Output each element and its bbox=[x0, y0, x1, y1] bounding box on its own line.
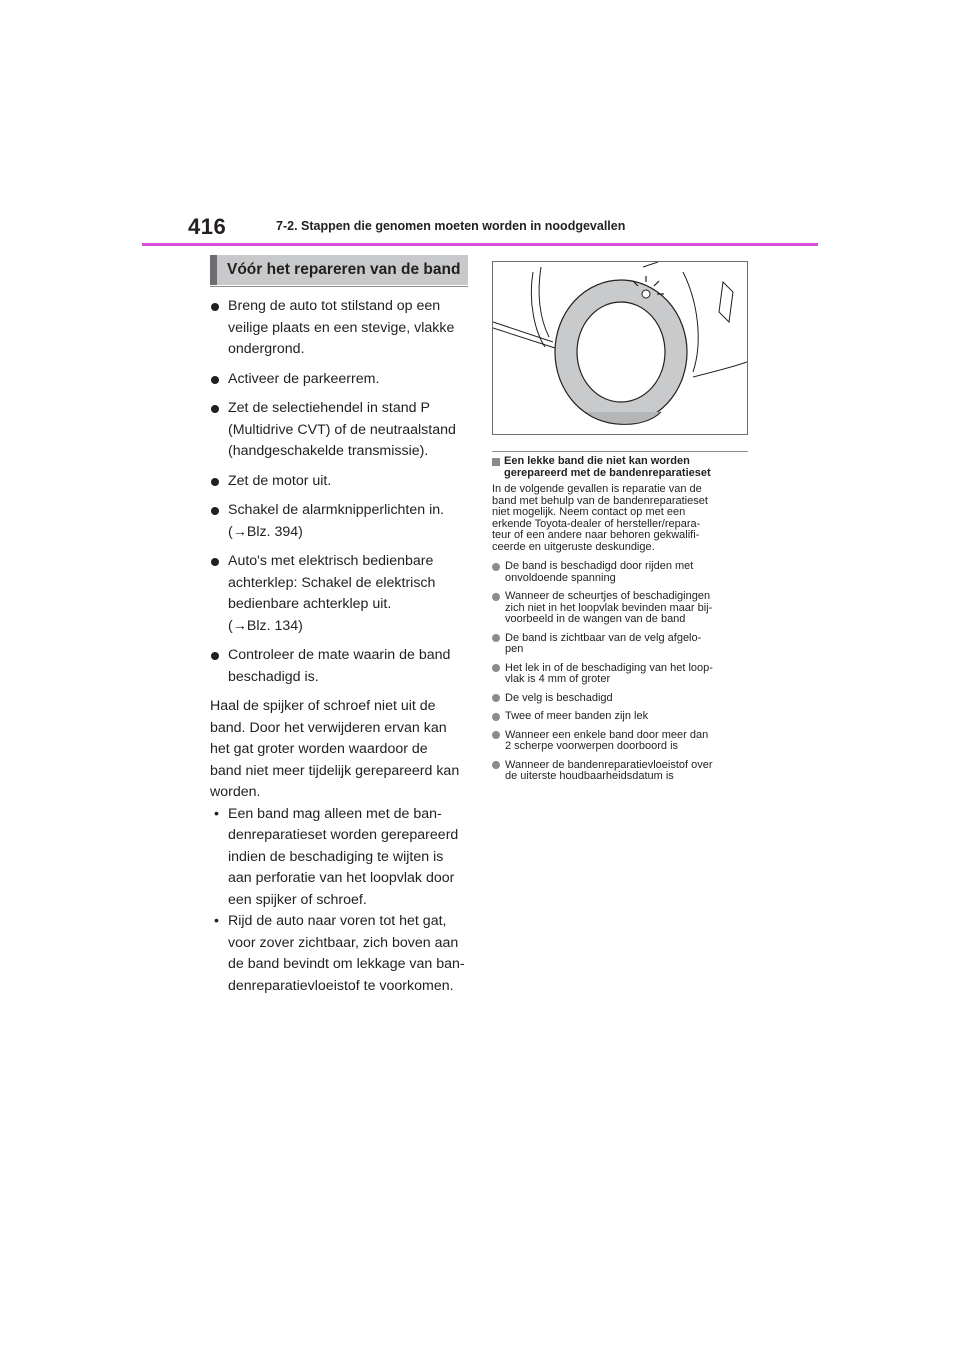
text-line: Wanneer de bandenreparatievloeistof over bbox=[505, 758, 713, 771]
sub-item bbox=[210, 804, 468, 912]
figure-rule bbox=[492, 451, 748, 452]
text-line: voorbeeld in de wangen van de band bbox=[505, 613, 686, 625]
sub-bullet-icon: • bbox=[214, 805, 219, 822]
case-item bbox=[492, 633, 750, 656]
sub-bullet-icon: • bbox=[214, 913, 219, 929]
text-line: Breng de auto tot stilstand op een bbox=[228, 298, 441, 314]
text-line: voor zover zichtbaar, zich boven aan bbox=[228, 934, 459, 951]
bullet-dot-icon bbox=[211, 405, 219, 413]
bullet-dot-icon bbox=[211, 558, 219, 566]
text-line: denreparatieset worden gerepareerd bbox=[228, 827, 459, 843]
text-line: erkende Toyota-dealer of hersteller/repara- bbox=[492, 517, 701, 530]
bullet-item bbox=[210, 645, 468, 688]
text-line: (Multidrive CVT) of de neutraalstand bbox=[228, 421, 456, 438]
gray-bullet-icon bbox=[492, 761, 500, 769]
text-line: Wanneer een enkele band door meer dan bbox=[505, 728, 709, 741]
text-line: Wanneer de scheurtjes of beschadigingen bbox=[505, 590, 711, 602]
warning-paragraph bbox=[210, 696, 468, 804]
text-line: ondergrond. bbox=[228, 341, 305, 357]
text-line: de band bevindt om lekkage van ban- bbox=[228, 956, 465, 972]
case-item bbox=[492, 693, 750, 705]
left-column bbox=[210, 296, 468, 997]
case-item bbox=[492, 711, 750, 723]
bullet-item bbox=[210, 471, 468, 493]
text-line: onvoldoende spanning bbox=[505, 571, 616, 584]
text-line: pen bbox=[505, 643, 524, 655]
bullet-list bbox=[210, 296, 468, 688]
section-title: 7-2. Stappen die genomen moeten worden in noodgevallen bbox=[276, 219, 626, 233]
text-line: teur of een andere naar behoren gekwalifi- bbox=[492, 529, 700, 541]
text-line: In de volgende gevallen is reparatie van de bbox=[492, 483, 702, 495]
text-line: band. Door het verwijderen ervan kan bbox=[210, 719, 447, 736]
text-line: De velg is beschadigd bbox=[505, 691, 613, 704]
case-item bbox=[492, 730, 750, 753]
case-item bbox=[492, 760, 750, 783]
heading-rule bbox=[210, 286, 468, 287]
case-list bbox=[492, 561, 750, 783]
text-line: Het lek in of de beschadiging van het loop- bbox=[505, 661, 713, 674]
gray-bullet-icon bbox=[492, 694, 500, 702]
text-line: Rijd de auto naar voren tot het gat, bbox=[228, 913, 447, 929]
text-line: niet mogelijk. Neem contact op met een bbox=[492, 506, 686, 518]
bullet-item bbox=[210, 551, 468, 637]
text-line: Zet de selectiehendel in stand P bbox=[228, 400, 430, 416]
text-line: ceerde en uitgeruste deskundige. bbox=[492, 540, 655, 553]
square-bullet-icon bbox=[492, 458, 500, 466]
gray-bullet-icon bbox=[492, 563, 500, 571]
text-line: band niet meer tijdelijk gerepareerd kan bbox=[210, 762, 460, 779]
text-line: denreparatievloeistof te voorkomen. bbox=[228, 977, 454, 994]
text-line: Activeer de parkeerrem. bbox=[228, 370, 380, 387]
text-line: zich niet in het loopvlak bevinden maar bij- bbox=[505, 601, 713, 614]
text-line: worden. bbox=[210, 784, 261, 800]
page-number: 416 bbox=[188, 214, 227, 239]
section-heading-text: Vóór het repareren van de band bbox=[227, 261, 461, 278]
text-line: vlak is 4 mm of groter bbox=[505, 673, 611, 685]
text-line: achterklep: Schakel de elektrisch bbox=[228, 574, 436, 591]
gray-bullet-icon bbox=[492, 593, 500, 601]
bullet-dot-icon bbox=[211, 478, 219, 486]
sub-item bbox=[210, 911, 468, 997]
case-item bbox=[492, 591, 750, 626]
text-line: beschadigd is. bbox=[228, 668, 319, 685]
gray-bullet-icon bbox=[492, 731, 500, 739]
text-line: Een lekke band die niet kan worden bbox=[504, 455, 690, 467]
case-item bbox=[492, 663, 750, 686]
text-line: gerepareerd met de bandenreparatieset bbox=[504, 466, 711, 479]
text-line: Auto's met elektrisch bedienbare bbox=[228, 553, 434, 569]
bullet-item bbox=[210, 369, 468, 391]
text-line: indien de beschadiging te wijten is bbox=[228, 848, 444, 865]
text-line: aan perforatie van het loopvlak door bbox=[228, 870, 455, 886]
text-line: Controleer de mate waarin de band bbox=[228, 647, 451, 663]
text-line: De band is zichtbaar van de velg afgelo- bbox=[505, 631, 702, 644]
text-line: (handgeschakelde transmissie). bbox=[228, 443, 429, 459]
text-line: (→Blz. 134) bbox=[228, 617, 303, 634]
text-line: veilige plaats en een stevige, vlakke bbox=[228, 319, 455, 336]
right-column bbox=[492, 456, 750, 790]
case-item bbox=[492, 561, 750, 584]
header-rule bbox=[142, 243, 818, 246]
note-heading bbox=[492, 456, 750, 479]
gray-bullet-icon bbox=[492, 664, 500, 672]
text-line: band met behulp van de bandenreparatieset bbox=[492, 494, 708, 507]
bullet-dot-icon bbox=[211, 507, 219, 515]
gray-bullet-icon bbox=[492, 713, 500, 721]
text-line: het gat groter worden waardoor de bbox=[210, 741, 428, 757]
bullet-dot-icon bbox=[211, 652, 219, 660]
tire-illustration bbox=[492, 261, 748, 435]
bullet-item bbox=[210, 500, 468, 543]
text-line: Een band mag alleen met de ban- bbox=[228, 805, 442, 822]
bullet-item bbox=[210, 296, 468, 361]
text-line: Zet de motor uit. bbox=[228, 472, 332, 489]
text-line: (→Blz. 394) bbox=[228, 523, 303, 540]
bullet-dot-icon bbox=[211, 303, 219, 311]
note-body bbox=[492, 484, 750, 553]
text-line: Haal de spijker of schroef niet uit de bbox=[210, 698, 436, 714]
text-line: de uiterste houdbaarheidsdatum is bbox=[505, 770, 674, 782]
text-line: 2 scherpe voorwerpen doorboord is bbox=[505, 740, 679, 752]
text-line: Twee of meer banden zijn lek bbox=[505, 710, 649, 722]
text-line: een spijker of schroef. bbox=[228, 891, 367, 908]
sub-item-list bbox=[210, 804, 468, 998]
gray-bullet-icon bbox=[492, 634, 500, 642]
section-heading bbox=[210, 255, 468, 285]
text-line: bedienbare achterklep uit. bbox=[228, 596, 392, 612]
bullet-dot-icon bbox=[211, 376, 219, 384]
bullet-item bbox=[210, 398, 468, 463]
text-line: Schakel de alarmknipperlichten in. bbox=[228, 502, 445, 518]
tire-drawing bbox=[493, 262, 747, 434]
text-line: De band is beschadigd door rijden met bbox=[505, 560, 694, 572]
